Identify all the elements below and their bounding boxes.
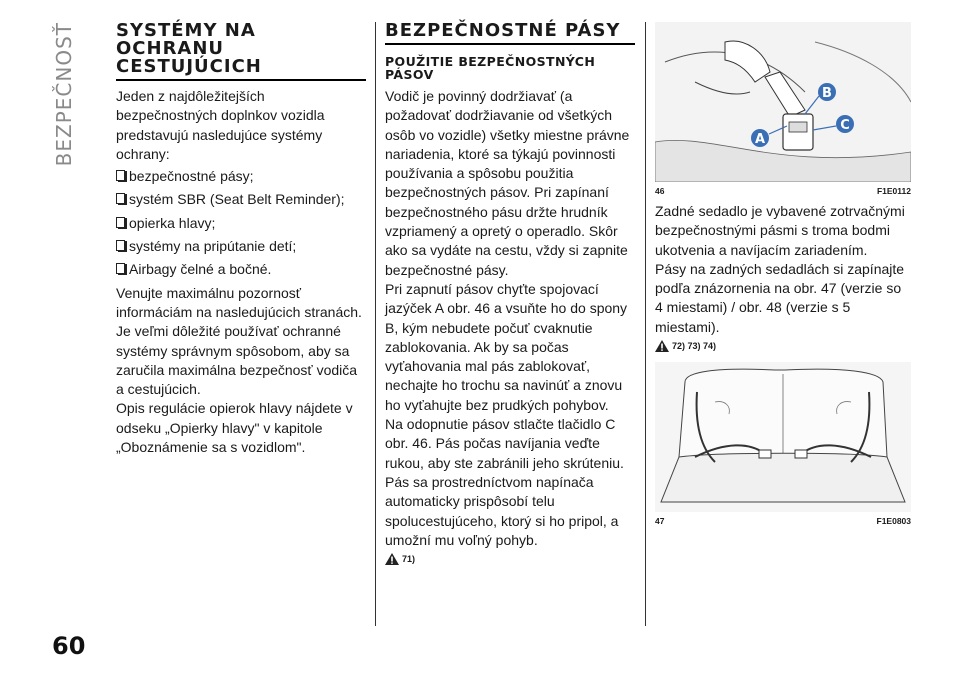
list-item: systém SBR (Seat Belt Reminder); [116, 190, 366, 209]
list-item: opierka hlavy; [116, 214, 366, 233]
column-1 [116, 22, 366, 457]
figure-47-caption [655, 516, 911, 526]
checkbox-icon [116, 170, 125, 181]
attention-paragraph: Venujte maximálnu pozornosť informáciám na nasledujúcich stranách. Je veľmi dôležité používať ochranné systémy správnym spôsobom, aby sa zaručila maximálna bezpečnosť vodiča a cestujúcich. [116, 284, 362, 398]
section-label: BEZPEČNOSŤ [52, 22, 76, 167]
label-C: C [840, 118, 850, 133]
list-item: Airbagy čelné a bočné. [116, 260, 366, 279]
rear-seat-belts-illustration [655, 362, 911, 512]
figure-46 [655, 22, 911, 182]
figure-code: F1E0803 [876, 516, 911, 527]
warning-icon [655, 340, 669, 352]
protection-list [116, 167, 366, 279]
figure-47 [655, 362, 911, 512]
headrest-reference-paragraph: Opis regulácie opierok hlavy nájdete v odseku „Opierky hlavy" v kapitole „Oboznámenie sa s vozidlom". [116, 400, 353, 456]
rear-seat-paragraph: Zadné sedadlo je vybavené zotrvačnými bezpečnostnými pásmi s troma bodmi ukotvenia a navíjacím zariadením. [655, 203, 905, 258]
intro-paragraph: Jeden z najdôležitejších bezpečnostných doplnkov vozidla predstavujú nasledujúce systémy ochrany: [116, 88, 325, 162]
heading-occupant-protection: SYSTÉMY NA OCHRANU CESTUJÚCICH [116, 22, 366, 81]
heading-seat-belts: BEZPEČNOSTNÉ PÁSY [385, 22, 635, 45]
list-item: systémy na pripútanie detí; [116, 237, 366, 256]
subheading-belt-usage: POUŽITIE BEZPEČNOSTNÝCH PÁSOV [385, 54, 596, 82]
belt-law-paragraph: Vodič je povinný dodržiavať (a požadovať dodržiavanie od všetkých osôb vo vozidle) všetky miestne právne nariadenia, ktoré sa týkajú povinnosti používania a spôsobu použitia bezpečnostných pásov. Pri zapínaní bezpečnostného pásu držte hrudník vzpriamený a opretý o operadlo. Skôr ako sa vydáte na cestu, vždy si zapnite bezpečnostné pásy. [385, 88, 630, 278]
figure-number: 46 [655, 186, 665, 196]
figure-46-caption [655, 186, 911, 196]
list-item: bezpečnostné pásy; [116, 167, 366, 186]
column-divider-2 [645, 22, 646, 626]
warning-icon [385, 553, 399, 565]
rear-belts-paragraph: Pásy na zadných sedadlách si zapínajte podľa znázornenia na obr. 47 (verzie so 4 miestami) / obr. 48 (verzie s 5 miestami). [655, 260, 905, 335]
figure-code: F1E0112 [876, 186, 911, 196]
belt-release-paragraph: Na odopnutie pásov stlačte tlačidlo C obr. 46. Pás počas navíjania veďte rukou, aby ste zabránili jeho skrúteniu. [385, 416, 624, 471]
checkbox-icon [116, 193, 125, 204]
figure-number: 47 [655, 516, 665, 527]
checkbox-icon [116, 263, 125, 274]
seat-belt-buckle-illustration [655, 22, 911, 182]
label-B: B [822, 86, 832, 101]
warning-reference: 72) 73) 74) [655, 340, 911, 352]
page-number: 60 [52, 632, 86, 660]
column-divider-1 [375, 22, 376, 626]
warning-reference: 71) [385, 553, 635, 565]
checkbox-icon [116, 240, 125, 251]
belt-fasten-paragraph: Pri zapnutí pásov chyťte spojovací jazýček A obr. 46 a vsuňte ho do spony B, kým nebudete počuť cvaknutie zablokovania. Ak by sa počas vyťahovania mal pás zablokovať, nechajte ho trochu sa navinúť a znovu ho vyťahujte bez prudkých pohybov. [385, 280, 628, 413]
column-3 [655, 22, 911, 532]
checkbox-icon [116, 217, 125, 228]
belt-pretensioner-paragraph: Pás sa prostredníctvom napínača automaticky prispôsobí telu spolucestujúceho, ktorý si ho pripol, a umožní mu voľný pohyb. [385, 473, 619, 548]
label-A: A [754, 132, 766, 147]
column-2 [385, 22, 635, 565]
